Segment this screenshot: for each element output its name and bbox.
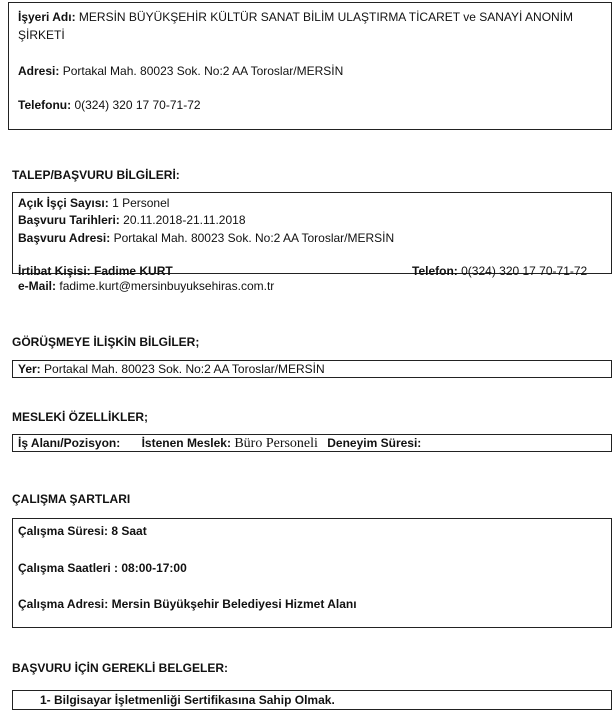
interview-place — [18, 362, 325, 376]
work-area-label: İş Alanı/Pozisyon: — [18, 436, 121, 450]
contact-person-value: Fadime KURT — [94, 264, 173, 278]
interview-place-value: Portakal Mah. 80023 Sok. No:2 AA Toroslar/MERSİN — [44, 362, 325, 376]
document-item: 1- Bilgisayar İşletmenliği Sertifikasına Sahip Olmak. — [40, 693, 335, 707]
employer-address-label: Adresi: — [18, 64, 60, 78]
application-address — [18, 231, 394, 245]
contact-phone — [412, 264, 587, 278]
experience-label: Deneyim Süresi: — [327, 436, 422, 450]
application-address-label: Başvuru Adresi: — [18, 231, 111, 245]
employer-name-value: MERSİN BÜYÜKŞEHİR KÜLTÜR SANAT BİLİM ULAŞTIRMA TİCARET ve SANAYİ ANONİM — [78, 10, 574, 24]
work-hours: Çalışma Saatleri : 08:00-17:00 — [18, 561, 187, 575]
open-workers-label: Açık İşçi Sayısı: — [18, 196, 109, 210]
employer-phone-label: Telefonu: — [18, 98, 72, 112]
application-address-value: Portakal Mah. 80023 Sok. No:2 AA Toroslar/MERSİN — [113, 231, 395, 245]
contact-person-label: İrtibat Kişisi: — [18, 264, 91, 278]
conditions-heading: ÇALIŞMA ŞARTLARI — [12, 492, 131, 506]
professional-heading: MESLEKİ ÖZELLİKLER; — [12, 410, 148, 424]
open-workers-value: 1 Personel — [112, 196, 170, 210]
employer-name-line1 — [18, 10, 573, 24]
employer-phone — [18, 98, 201, 112]
interview-heading: GÖRÜŞMEYE İLİŞKİN BİLGİLER; — [12, 335, 200, 349]
contact-person — [18, 264, 173, 278]
interview-place-label: Yer: — [18, 362, 41, 376]
employer-address — [18, 64, 343, 78]
documents-heading: BAŞVURU İÇİN GEREKLİ BELGELER: — [12, 661, 229, 675]
professional-row — [18, 436, 421, 452]
profession-value: Büro Personeli — [234, 436, 318, 451]
work-address: Çalışma Adresi: Mersin Büyükşehir Belediyesi Hizmet Alanı — [18, 597, 357, 611]
employer-name-label: İşyeri Adı: — [18, 10, 76, 24]
application-dates-label: Başvuru Tarihleri: — [18, 213, 120, 227]
application-heading: TALEP/BAŞVURU BİLGİLERİ: — [12, 168, 180, 182]
open-workers — [18, 196, 169, 210]
contact-email-label: e-Mail: — [18, 279, 57, 293]
employer-phone-value: 0(324) 320 17 70-71-72 — [74, 98, 201, 112]
employer-address-value: Portakal Mah. 80023 Sok. No:2 AA Toroslar/MERSİN — [62, 64, 344, 78]
contact-phone-value: 0(324) 320 17 70-71-72 — [461, 264, 588, 278]
contact-email-value: fadime.kurt@mersinbuyuksehiras.com.tr — [59, 279, 275, 293]
application-dates-value: 20.11.2018-21.11.2018 — [123, 213, 246, 227]
application-dates — [18, 213, 246, 227]
contact-phone-label: Telefon: — [412, 264, 458, 278]
contact-email — [18, 279, 274, 293]
employer-name-line2: ŞİRKETİ — [18, 28, 65, 42]
profession-label: İstenen Meslek: — [141, 436, 231, 450]
work-duration: Çalışma Süresi: 8 Saat — [18, 524, 147, 538]
